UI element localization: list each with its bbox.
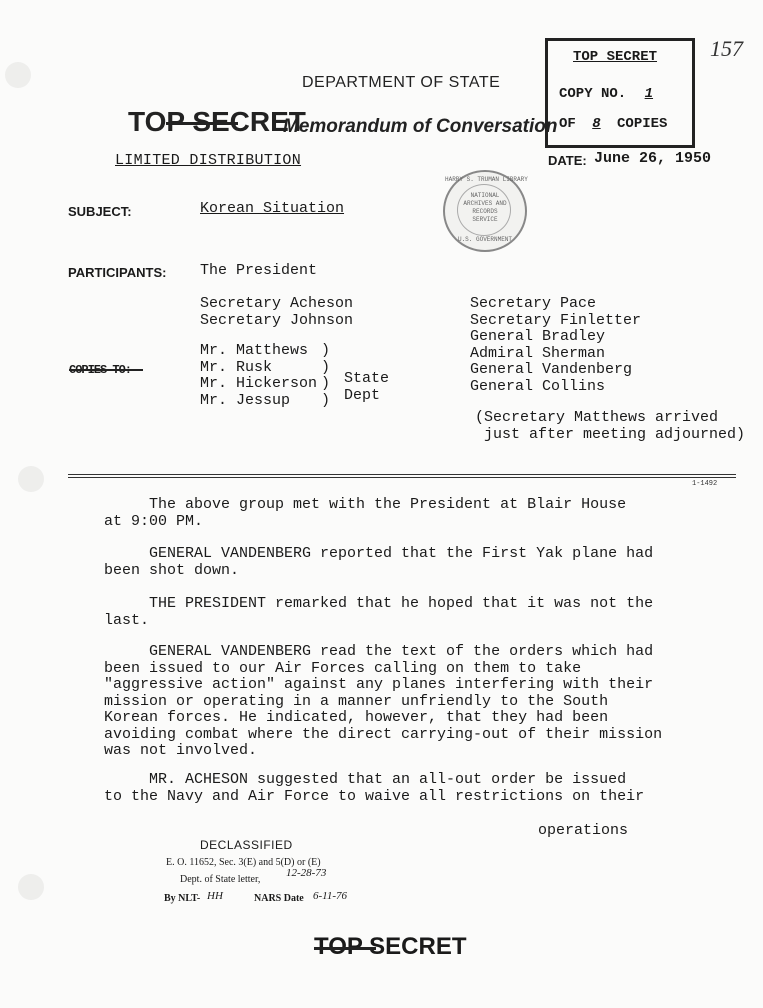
punch-hole [18, 874, 44, 900]
of-label: OF [559, 116, 576, 132]
state-dept-label [344, 371, 389, 404]
nars-by-label: By NLT- [164, 893, 201, 904]
participants-note: (Secretary Matthews arrived [475, 409, 719, 426]
participant-item: Mr. Matthews [200, 342, 309, 359]
participants-right-list [470, 296, 641, 395]
state-dept-line: Dept [344, 386, 381, 404]
declassified-letter-value: 12-28-73 [286, 867, 327, 879]
body-paragraph: The above group met with the President at Blair House at 9:00 PM. [104, 496, 627, 530]
archive-seal [443, 170, 527, 252]
punch-hole [18, 466, 44, 492]
participant-item: Secretary Johnson [200, 311, 354, 329]
participants-label: PARTICIPANTS: [68, 265, 167, 280]
divider-rule [68, 474, 736, 475]
continuation-word: operations [538, 822, 629, 839]
seal-text: ARCHIVES AND [463, 200, 507, 207]
bracket: ) [321, 375, 331, 392]
body-paragraph: GENERAL VANDENBERG reported that the First Yak plane had been shot down. [104, 545, 654, 579]
bracket: ) [321, 358, 331, 376]
copies-label: COPIES [617, 116, 668, 132]
distribution-label: LIMITED DISTRIBUTION [115, 152, 302, 169]
participant-item: Secretary Finletter [470, 311, 642, 329]
participant-item: Admiral Sherman [470, 344, 606, 362]
participant-item: Secretary Acheson [200, 295, 354, 312]
copy-value: 1 [644, 86, 654, 102]
seal-text: SERVICE [472, 216, 498, 223]
participant-item: General Vandenberg [470, 361, 633, 378]
divider-rule [68, 477, 736, 478]
participant-item: General Collins [470, 377, 606, 395]
participant-item: Secretary Pace [470, 295, 597, 312]
participant-item: Mr. Jessup [200, 391, 291, 409]
strike-line [69, 369, 143, 371]
copy-label: COPY NO. [559, 86, 627, 102]
declassified-eo-line: E. O. 11652, Sec. 3(E) and 5(D) or (E) [166, 857, 321, 868]
classification-title: TOP SECRET [573, 49, 658, 65]
participants-state-list [200, 343, 317, 409]
participant-item: Mr. Hickerson [200, 375, 318, 392]
state-dept-line: State [344, 370, 390, 387]
declassified-title: DECLASSIFIED [200, 838, 293, 852]
punch-hole [5, 62, 31, 88]
nars-date-label: NARS Date [254, 893, 304, 904]
copies-line [559, 116, 667, 132]
participant-president: The President [200, 262, 318, 279]
copy-number-line [559, 86, 663, 102]
participants-note: just after meeting adjourned) [484, 426, 746, 443]
footer-top-secret-stamp [314, 933, 466, 961]
seal-text: HARRY S. TRUMAN LIBRARY [445, 176, 528, 183]
seal-text: RECORDS [472, 208, 498, 215]
participant-item: Mr. Rusk [200, 358, 273, 376]
participant-item: General Bradley [470, 328, 606, 345]
body-paragraph: GENERAL VANDENBERG read the text of the orders which had been issued to our Air Forces calling on them to take "aggressive action" against any planes interfering with their mission or operating in a manner unfriendly to the South Korean forces. He indicated, however, that they had been avoiding combat where the direct carrying-out of their mission was not involved. [104, 643, 663, 759]
strike-line [314, 947, 376, 950]
page-number: 157 [710, 36, 743, 61]
seal-text: NATIONAL [470, 192, 500, 199]
footer-stamp-text: TOP SECRET [314, 933, 467, 960]
nars-by-value: HH [207, 890, 223, 902]
bracket-column [321, 343, 330, 409]
of-value: 8 [592, 116, 601, 132]
date-label: DATE: [548, 153, 587, 168]
body-paragraph: MR. ACHESON suggested that an all-out order be issued to the Navy and Air Force to waive all restrictions on their [104, 771, 645, 805]
struck-copies-label: COPIES TO: [69, 363, 132, 377]
nars-date-value: 6-11-76 [313, 890, 348, 902]
top-secret-stamp [128, 106, 306, 138]
date-value: June 26, 1950 [594, 150, 712, 167]
body-paragraph: THE PRESIDENT remarked that he hoped that it was not the last. [104, 595, 654, 629]
department-heading: DEPARTMENT OF STATE [302, 74, 501, 91]
subject-label: SUBJECT: [68, 204, 132, 219]
declassified-letter-label: Dept. of State letter, [180, 874, 261, 885]
form-number: 1-1492 [692, 480, 718, 488]
top-secret-stamp-text: TOP SECRET [128, 106, 306, 137]
participants-left-list [200, 296, 353, 329]
bracket: ) [321, 391, 331, 409]
seal-text: U.S. GOVERNMENT [457, 236, 512, 243]
bracket: ) [321, 342, 331, 359]
memo-title: Memorandum of Conversation [283, 116, 558, 137]
strike-line [166, 122, 238, 125]
subject-value: Korean Situation [200, 200, 345, 217]
